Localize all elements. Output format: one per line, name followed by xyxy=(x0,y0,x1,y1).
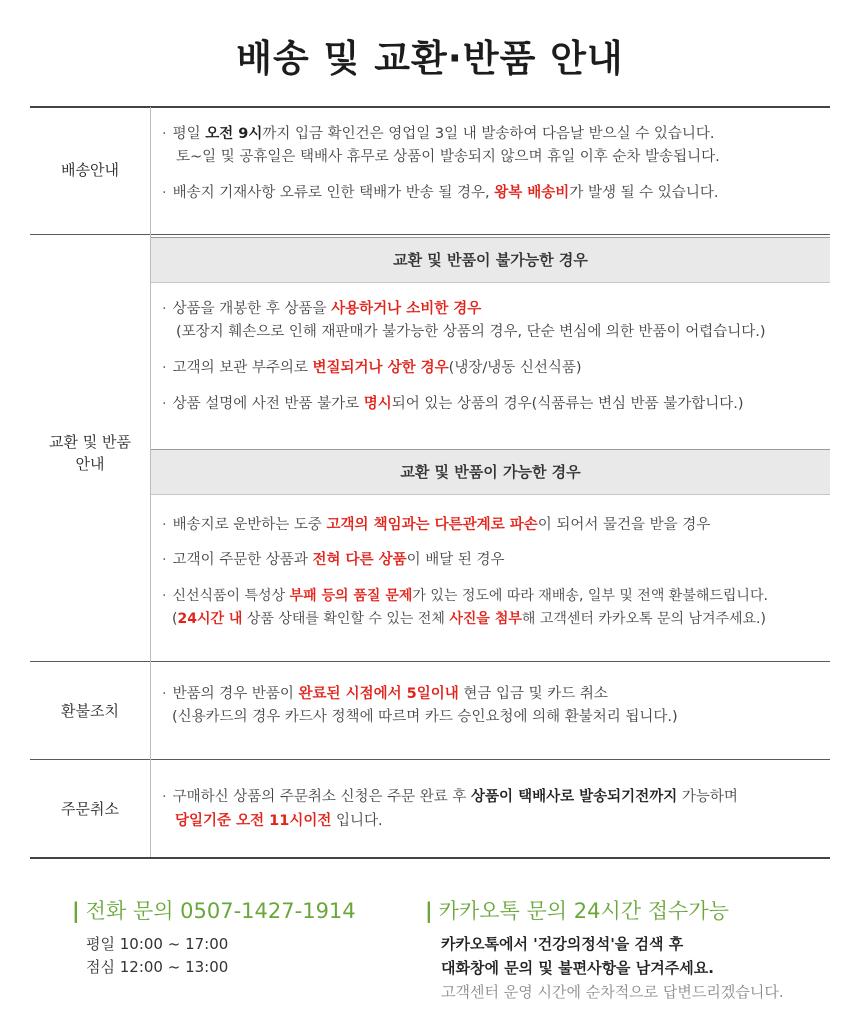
highlight: 24시간 내 xyxy=(177,611,243,627)
text: (신용카드의 경우 카드사 정책에 따르며 카드 승인요청에 의해 환불처리 됩니다.) xyxy=(172,709,678,725)
bullet: · xyxy=(162,360,167,376)
accent-bar: | xyxy=(425,899,433,923)
bullet: · xyxy=(162,588,167,604)
table-bottom-rule xyxy=(30,857,830,859)
kakao-instruction-3: 고객센터 운영 시간에 순차적으로 답변드리겠습니다. xyxy=(441,983,784,1001)
text: 입니다. xyxy=(331,813,383,829)
shipping-line-2 xyxy=(176,147,720,167)
bullet: · xyxy=(162,396,167,412)
text: 배송지로 운반하는 도중 xyxy=(172,517,327,533)
bullet: · xyxy=(162,686,167,702)
text: 되어 있는 상품의 경우(식품류는 변심 반품 불가합니다.) xyxy=(391,396,744,412)
allowed-band: 교환 및 반품이 가능한 경우 xyxy=(151,449,830,495)
allowed-item-1 xyxy=(162,515,710,535)
bullet: · xyxy=(162,552,167,568)
emphasis: 오전 9시 xyxy=(205,126,263,142)
refund-line-1 xyxy=(162,684,608,704)
phone-text: 전화 문의 0507-1427-1914 xyxy=(85,899,356,923)
highlight: 전혀 다른 상품 xyxy=(312,552,407,568)
cancel-line-2 xyxy=(175,811,383,831)
highlight: 사용하거나 소비한 경우 xyxy=(331,301,482,317)
bullet: · xyxy=(162,185,167,201)
highlight: 명시 xyxy=(363,396,392,412)
text: 이 배달 된 경우 xyxy=(406,552,505,568)
highlight: 완료된 시점에서 5일이내 xyxy=(298,686,459,702)
highlight: 고객의 책임과는 다른관계로 파손 xyxy=(326,517,538,533)
text: 신선식품이 특성상 xyxy=(172,588,290,604)
allowed-item-3-note xyxy=(172,609,766,629)
hours-lunch: 점심 12:00 ~ 13:00 xyxy=(86,958,229,976)
page-title: 배송 및 교환·반품 안내 xyxy=(236,37,624,80)
text: 토~일 및 공휴일은 택배사 휴무로 상품이 발송되지 않으며 휴일 이후 순차 발송됩니다. xyxy=(176,149,720,165)
refund-line-2 xyxy=(172,707,678,727)
highlight: 변질되거나 상한 경우 xyxy=(312,360,449,376)
text: ( xyxy=(172,611,178,627)
bullet: · xyxy=(162,517,167,533)
text: 평일 xyxy=(172,126,206,142)
accent-bar: | xyxy=(72,899,80,923)
not-allowed-item-1 xyxy=(162,299,481,319)
kakao-instruction-1: 카카오톡에서 '건강의정석'을 검색 후 xyxy=(441,935,684,953)
phone-contact-title xyxy=(72,895,356,925)
text: 상품 설명에 사전 반품 불가로 xyxy=(172,396,364,412)
text: (포장지 훼손으로 인해 재판매가 불가능한 상품의 경우, 단순 변심에 의한 반품이 어렵습니다.) xyxy=(176,324,766,340)
kakao-text: 카카오톡 문의 24시간 접수가능 xyxy=(438,899,729,923)
exchange-label xyxy=(30,431,150,475)
cancel-label: 주문취소 xyxy=(61,800,119,818)
text: 배송지 기재사항 오류로 인한 택배가 반송 될 경우, xyxy=(172,185,495,201)
kakao-instruction-2: 대화창에 문의 및 불편사항을 남겨주세요. xyxy=(441,959,714,977)
text: 가 발생 될 수 있습니다. xyxy=(569,185,719,201)
cancel-line-1 xyxy=(162,787,738,807)
hours-weekday: 평일 10:00 ~ 17:00 xyxy=(86,935,229,953)
text: 고객의 보관 부주의로 xyxy=(172,360,313,376)
highlight: 당일기준 오전 11시이전 xyxy=(175,813,332,829)
allowed-item-2 xyxy=(162,550,505,570)
bullet: · xyxy=(162,789,167,805)
kakao-contact-title xyxy=(425,895,729,925)
text: 현금 입금 및 카드 취소 xyxy=(458,686,608,702)
text: 해 고객센터 카카오톡 문의 남겨주세요.) xyxy=(521,611,766,627)
not-allowed-item-3 xyxy=(162,394,744,414)
text: 반품의 경우 반품이 xyxy=(172,686,299,702)
exchange-label-line-2: 안내 xyxy=(75,455,105,473)
text: 가 있는 정도에 따라 재배송, 일부 및 전액 환불해드립니다. xyxy=(412,588,768,604)
shipping-label: 배송안내 xyxy=(61,161,119,179)
allowed-item-3 xyxy=(162,586,768,606)
emphasis: 상품이 택배사로 발송되기전까지 xyxy=(471,789,678,805)
highlight: 왕복 배송비 xyxy=(494,185,570,201)
text: 고객이 주문한 상품과 xyxy=(172,552,313,568)
text: 상품을 개봉한 후 상품을 xyxy=(172,301,332,317)
shipping-line-1 xyxy=(162,124,715,144)
text: 구매하신 상품의 주문취소 신청은 주문 완료 후 xyxy=(172,789,472,805)
highlight: 부패 등의 품질 문제 xyxy=(289,588,413,604)
not-allowed-item-1-note xyxy=(176,322,766,342)
bullet: · xyxy=(162,301,167,317)
refund-label: 환불조치 xyxy=(61,702,119,720)
text: 가능하며 xyxy=(677,789,738,805)
text: 상품 상태를 확인할 수 있는 전체 xyxy=(242,611,450,627)
exchange-label-line-1: 교환 및 반품 xyxy=(49,433,131,451)
bullet: · xyxy=(162,126,167,142)
text: 이 되어서 물건을 받을 경우 xyxy=(537,517,711,533)
shipping-line-3 xyxy=(162,183,718,203)
text: (냉장/냉동 신선식품) xyxy=(448,360,582,376)
not-allowed-band: 교환 및 반품이 불가능한 경우 xyxy=(151,237,830,283)
text: 까지 입금 확인건은 영업일 3일 내 발송하여 다음날 받으실 수 있습니다. xyxy=(262,126,715,142)
not-allowed-item-2 xyxy=(162,358,582,378)
highlight: 사진을 첨부 xyxy=(449,611,522,627)
